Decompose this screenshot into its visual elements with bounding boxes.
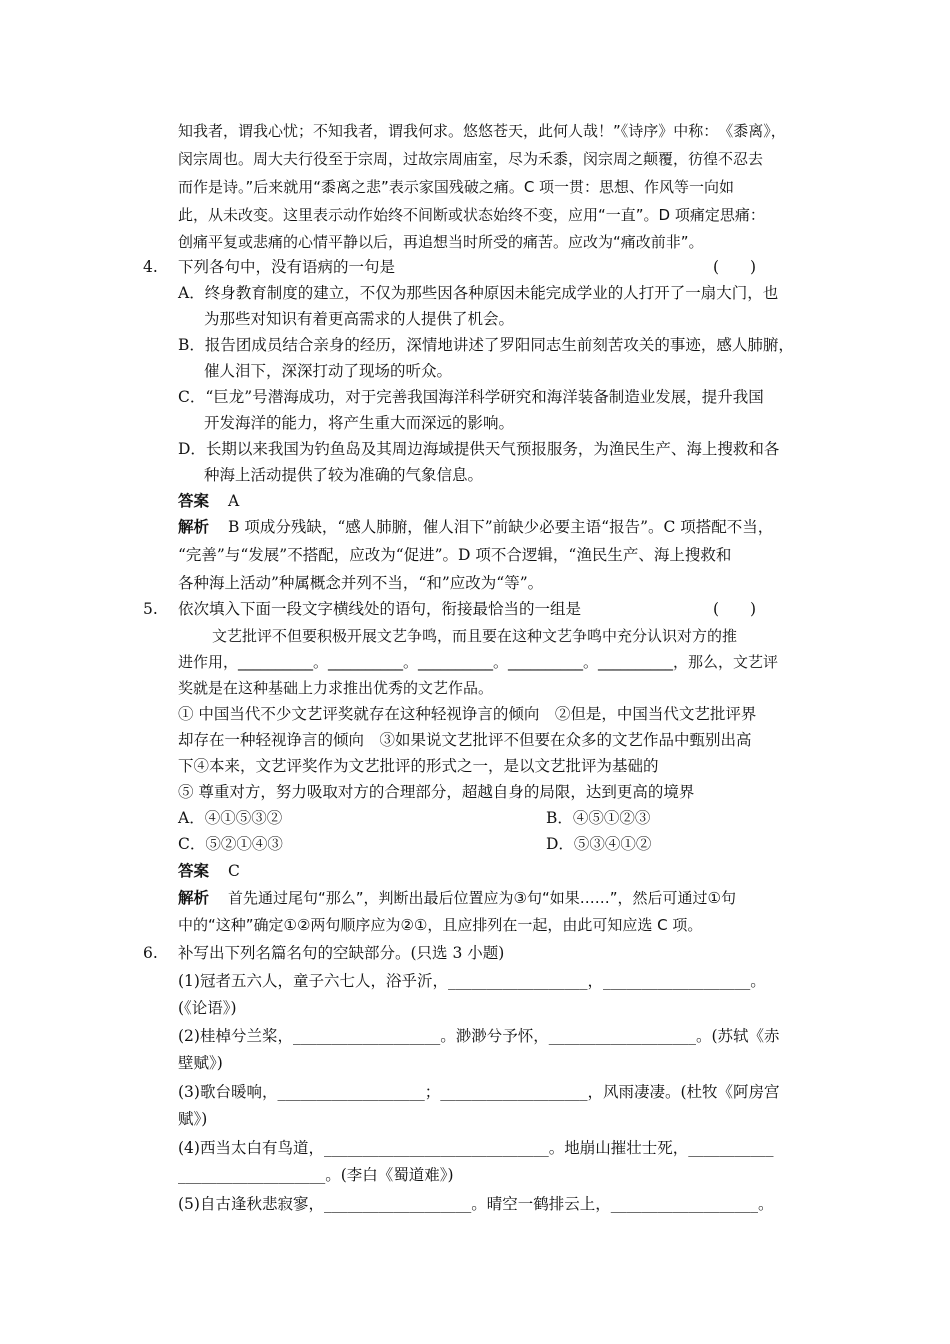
answer-label: 答案 bbox=[178, 861, 210, 880]
analysis-line: “完善”与“发展”不搭配，应改为“促进”。D 项不合逻辑，“渔民生产、海上搜救和 bbox=[178, 546, 732, 564]
passage-line: 奖就是在这种基础上力求推出优秀的文艺作品。 bbox=[178, 679, 494, 697]
choice-d: D．⑤③④①② bbox=[546, 835, 652, 853]
option-line: A．终身教育制度的建立，不仅为那些因各种原因未能完成学业的人打开了一扇大门，也 bbox=[178, 284, 779, 302]
answer-paren: ( ) bbox=[713, 258, 757, 276]
analysis-line: 各种海上活动”种属概念并列不当，“和”应改为“等”。 bbox=[178, 574, 544, 592]
item-line: ① 中国当代不少文艺评奖就存在这种轻视诤言的倾向 ②但是，中国当代文艺批评界 bbox=[178, 705, 757, 723]
answer-value: C bbox=[228, 862, 240, 880]
analysis-line: B 项成分残缺，“感人肺腑，催人泪下”前缺少必要主语“报告”。C 项搭配不当， bbox=[228, 518, 774, 536]
fill-line: 赋》) bbox=[178, 1110, 208, 1128]
explanation-line: 知我者，谓我心忧；不知我者，谓我何求。悠悠苍天，此何人哉！”《诗序》中称： 《黍离》， bbox=[178, 122, 786, 140]
option-line: 开发海洋的能力，将产生重大而深远的影响。 bbox=[204, 414, 515, 432]
explanation-line: 而作是诗。”后来就用“黍离之悲”表示家国残破之痛。C 项一贯：思想、作风等一向如 bbox=[178, 178, 735, 196]
item-line: 却存在一种轻视诤言的倾向 ③如果说文艺批评不但要在众多的文艺作品中甄别出高 bbox=[178, 731, 752, 749]
choice-b: B．④⑤①②③ bbox=[546, 809, 651, 827]
item-line: 下④本来，文艺评奖作为文艺批评的形式之一，是以文艺批评为基础的 bbox=[178, 757, 659, 775]
fill-line: ___________________。(李白《蜀道难》) bbox=[178, 1166, 454, 1184]
answer-paren: ( ) bbox=[713, 600, 757, 618]
analysis-line: 中的“这种”确定①②两句顺序应为②①，且应排列在一起，由此可知应选 C 项。 bbox=[178, 916, 703, 934]
option-line: B．报告团成员结合亲身的经历，深情地讲述了罗阳同志生前刻苦攻关的事迹，感人肺腑， bbox=[178, 336, 794, 354]
fill-line: (《论语》) bbox=[178, 999, 237, 1017]
item-line: ⑤ 尊重对方，努力吸取对方的合理部分，超越自身的局限，达到更高的境界 bbox=[178, 783, 695, 801]
option-line: D．长期以来我国为钓鱼岛及其周边海域提供天气预报服务，为渔民生产、海上搜救和各 bbox=[178, 440, 780, 458]
analysis-label: 解析 bbox=[178, 517, 210, 536]
analysis-line: 首先通过尾句“那么”，判断出最后位置应为③句“如果……”，然后可通过①句 bbox=[228, 889, 736, 907]
passage-line: 进作用，__________。__________。__________。__________。__________，那么，文艺评 bbox=[178, 653, 779, 671]
option-line: C．“巨龙”号潜海成功，对于完善我国海洋科学研究和海洋装备制造业发展，提升我国 bbox=[178, 388, 764, 406]
answer-label: 答案 bbox=[178, 491, 210, 510]
explanation-line: 闵宗周也。周大夫行役至于宗周，过故宗周庙室，尽为禾黍，闵宗周之颠覆，彷徨不忍去 bbox=[178, 150, 764, 168]
answer-value: A bbox=[228, 492, 240, 510]
passage-line: 文艺批评不但要积极开展文艺争鸣，而且要在这种文艺争鸣中充分认识对方的推 bbox=[212, 627, 738, 645]
question-number: 4. bbox=[143, 258, 158, 276]
option-line: 种海上活动提供了较为准确的气象信息。 bbox=[204, 466, 484, 484]
analysis-label: 解析 bbox=[178, 888, 210, 907]
fill-line: (5)自古逢秋悲寂寥，___________________。晴空一鹤排云上，___________________。 bbox=[178, 1195, 774, 1213]
question-stem: 下列各句中，没有语病的一句是 bbox=[178, 258, 396, 276]
question-stem: 补写出下列名篇名句的空缺部分。(只选 3 小题) bbox=[178, 944, 505, 962]
question-number: 6. bbox=[143, 944, 158, 962]
choice-c: C．⑤②①④③ bbox=[178, 835, 283, 853]
explanation-line: 创痛平复或悲痛的心情平静以后，再追想当时所受的痛苦。应改为“痛改前非”。 bbox=[178, 233, 704, 251]
fill-line: (4)西当太白有鸟道，_____________________________。地崩山摧壮士死，___________ bbox=[178, 1139, 774, 1157]
question-number: 5. bbox=[143, 600, 158, 618]
option-line: 催人泪下，深深打动了现场的听众。 bbox=[204, 362, 453, 380]
fill-line: (1)冠者五六人，童子六七人，浴乎沂，__________________，___________________。 bbox=[178, 972, 766, 990]
option-line: 为那些对知识有着更高需求的人提供了机会。 bbox=[204, 310, 515, 328]
fill-line: 壁赋》) bbox=[178, 1054, 223, 1072]
explanation-line: 此，从未改变。这里表示动作始终不间断或状态始终不变，应用“一直”。D 项痛定思痛： bbox=[178, 206, 765, 224]
fill-line: (2)桂棹兮兰桨，___________________。渺渺兮予怀，___________________。(苏轼《赤 bbox=[178, 1027, 780, 1045]
question-stem: 依次填入下面一段文字横线处的语句，衔接最恰当的一组是 bbox=[178, 600, 582, 618]
choice-a: A．④①⑤③② bbox=[178, 809, 283, 827]
fill-line: (3)歌台暖响，___________________；___________________，风雨凄凄。(杜牧《阿房宫 bbox=[178, 1083, 780, 1101]
